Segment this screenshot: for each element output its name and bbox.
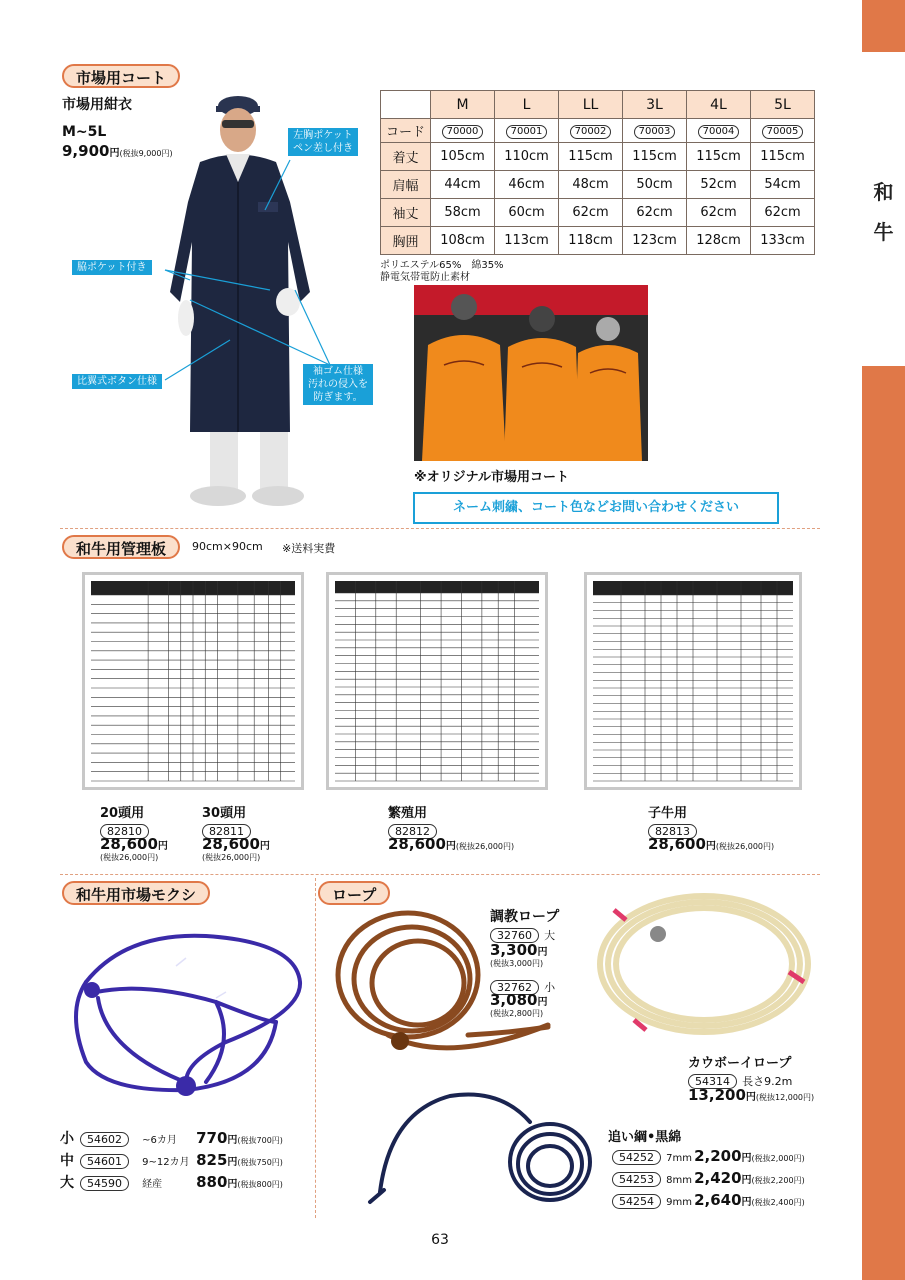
mokushi-price: 880 (196, 1173, 228, 1191)
training-rope-code: 32762 (490, 980, 539, 995)
mokushi-code: 54602 (80, 1132, 129, 1147)
boards-badge: 和牛用管理板 (62, 535, 180, 559)
table-cell: 44cm (431, 171, 495, 199)
mokushi-size: 中 (60, 1153, 74, 1169)
mokushi-code: 54601 (80, 1154, 129, 1169)
chase-rope-price: 2,640 (694, 1191, 742, 1209)
coat-price: 9,900 (62, 142, 110, 160)
chase-rope-image (360, 1082, 600, 1212)
mokushi-age: 経産 (142, 1179, 163, 1190)
cowboy-rope-length: 長さ9.2m (742, 1075, 793, 1088)
training-rope-title: 調教ロープ (490, 909, 560, 925)
table-cell: 110cm (495, 143, 559, 171)
table-cell: 115cm (751, 143, 815, 171)
divider-vertical (315, 878, 316, 1218)
board-name: 20頭用 (100, 806, 145, 821)
chase-rope-size: 9mm (666, 1197, 692, 1208)
cowboy-rope-title: カウボーイロープ (688, 1056, 792, 1071)
product-code: 70000 (442, 125, 484, 139)
chase-rope-tax: (税抜2,000円) (751, 1154, 805, 1163)
product-code: 70005 (762, 125, 804, 139)
table-row (381, 171, 815, 199)
mokushi-tax: (税抜750円) (237, 1158, 283, 1167)
training-rope-size: 大 (544, 929, 556, 942)
mokushi-yen: 円 (227, 1179, 238, 1190)
chase-rope-title: 追い綱•黒綿 (608, 1130, 682, 1145)
size-header: 4L (687, 91, 751, 119)
table-row (381, 119, 815, 143)
coat-size-table (380, 90, 815, 255)
table-cell: 128cm (687, 227, 751, 255)
cowboy-rope-image (594, 890, 816, 1040)
chase-rope-code: 54252 (612, 1150, 661, 1165)
table-cell: 62cm (559, 199, 623, 227)
list-item (612, 1168, 822, 1190)
board-price: 28,600 (202, 835, 260, 853)
chase-rope-code: 54253 (612, 1172, 661, 1187)
callout-sleeve: 袖ゴム仕様 汚れの侵入を 防ぎます。 (303, 364, 373, 405)
mokushi-price: 770 (196, 1129, 228, 1147)
board-price: 28,600 (100, 835, 158, 853)
mokushi-list (60, 1128, 310, 1194)
board-code: 82810 (100, 824, 149, 839)
training-rope-price: 3,300 (490, 941, 538, 959)
chase-rope-price: 2,420 (694, 1169, 742, 1187)
coat-tax: (税抜9,000円) (119, 149, 173, 158)
mokushi-badge: 和牛用市場モクシ (62, 881, 210, 905)
board-tax: (税抜26,000円) (455, 842, 515, 851)
product-code: 70001 (506, 125, 548, 139)
mokushi-age: 9~12カ月 (142, 1157, 190, 1168)
board-tax: (税抜26,000円) (715, 842, 775, 851)
board-yen: 円 (445, 841, 456, 852)
chase-rope-yen: 円 (741, 1197, 752, 1208)
list-item (612, 1190, 822, 1212)
size-header: M (431, 91, 495, 119)
table-cell: 60cm (495, 199, 559, 227)
board-calf (584, 572, 802, 790)
mokushi-size: 小 (60, 1131, 74, 1147)
board-size: 90cm×90cm (192, 540, 263, 553)
orange-coat-photo (414, 285, 648, 461)
board-yen: 円 (259, 841, 270, 852)
table-cell: 58cm (431, 199, 495, 227)
side-tab-top (862, 0, 905, 52)
size-header: LL (559, 91, 623, 119)
table-cell: 105cm (431, 143, 495, 171)
mokushi-yen: 円 (227, 1157, 238, 1168)
board-name: 30頭用 (202, 806, 247, 821)
chase-rope-yen: 円 (741, 1153, 752, 1164)
mokushi-code: 54590 (80, 1176, 129, 1191)
chase-rope-code: 54254 (612, 1194, 661, 1209)
chase-rope-yen: 円 (741, 1175, 752, 1186)
table-row (381, 227, 815, 255)
table-corner (381, 91, 431, 119)
table-cell: 118cm (559, 227, 623, 255)
chase-rope-size: 7mm (666, 1153, 692, 1164)
row-label: 袖丈 (381, 199, 431, 227)
mokushi-tax: (税抜700円) (237, 1136, 283, 1145)
size-header: 3L (623, 91, 687, 119)
side-char-wa: 和 (873, 180, 894, 204)
board-20head (82, 572, 304, 790)
table-row (381, 199, 815, 227)
divider (60, 528, 820, 529)
size-header: 5L (751, 91, 815, 119)
product-code: 70003 (634, 125, 676, 139)
mokushi-image (66, 922, 306, 1112)
divider (60, 874, 820, 875)
page-number: 63 (431, 1232, 449, 1248)
board-tax: (税抜26,000円) (100, 853, 159, 862)
cowboy-rope-price: 13,200 (688, 1086, 746, 1104)
side-tab-main (862, 366, 905, 1280)
table-cell: 50cm (623, 171, 687, 199)
board-tax: (税抜26,000円) (202, 853, 261, 862)
training-rope-yen: 円 (537, 947, 548, 958)
chase-rope-list (612, 1146, 822, 1212)
row-label: 胸囲 (381, 227, 431, 255)
table-cell: 62cm (623, 199, 687, 227)
cowboy-rope-tax: (税抜12,000円) (755, 1093, 815, 1102)
training-rope-size: 小 (544, 981, 556, 994)
size-header-row (381, 91, 815, 119)
list-item (60, 1150, 310, 1172)
board-shipping: ※送料実費 (282, 542, 336, 555)
mokushi-size: 大 (60, 1175, 74, 1191)
callout-chest-pocket: 左胸ポケット ペン差し付き (288, 128, 358, 156)
table-cell: 52cm (687, 171, 751, 199)
table-cell: 54cm (751, 171, 815, 199)
table-cell: 123cm (623, 227, 687, 255)
board-code: 82813 (648, 824, 697, 839)
coat-yen: 円 (109, 148, 120, 159)
board-breeding (326, 572, 548, 790)
coat-antistatic: 静電気帯電防止素材 (380, 272, 470, 283)
row-label: 着丈 (381, 143, 431, 171)
chase-rope-tax: (税抜2,200円) (751, 1176, 805, 1185)
table-row (381, 143, 815, 171)
table-cell: 46cm (495, 171, 559, 199)
board-yen: 円 (705, 841, 716, 852)
board-name: 子牛用 (648, 806, 688, 821)
board-price: 28,600 (388, 835, 446, 853)
board-grid (329, 575, 545, 787)
table-cell: 115cm (687, 143, 751, 171)
coat-sizes: M~5L (62, 124, 107, 140)
product-code: 70004 (698, 125, 740, 139)
callout-button: 比翼式ボタン仕様 (72, 374, 162, 389)
list-item (60, 1172, 310, 1194)
row-label: 肩幅 (381, 171, 431, 199)
table-cell: 115cm (623, 143, 687, 171)
table-cell: 48cm (559, 171, 623, 199)
callout-side-pocket: 脇ポケット付き (72, 260, 152, 275)
size-header: L (495, 91, 559, 119)
table-cell: 115cm (559, 143, 623, 171)
board-grid (587, 575, 799, 787)
table-cell: 62cm (687, 199, 751, 227)
board-code: 82812 (388, 824, 437, 839)
training-rope-code: 32760 (490, 928, 539, 943)
side-char-gyu: 牛 (873, 220, 894, 244)
coat-badge: 市場用コート (62, 64, 180, 88)
mokushi-yen: 円 (227, 1135, 238, 1146)
cowboy-rope-code: 54314 (688, 1074, 737, 1089)
coat-material: ポリエステル65% 綿35% (380, 260, 504, 271)
mokushi-price: 825 (196, 1151, 228, 1169)
product-code: 70002 (570, 125, 612, 139)
table-cell: 62cm (751, 199, 815, 227)
board-yen: 円 (157, 841, 168, 852)
table-cell: 108cm (431, 227, 495, 255)
chase-rope-tax: (税抜2,400円) (751, 1198, 805, 1207)
board-name: 繁殖用 (388, 806, 428, 821)
board-grid (85, 575, 301, 787)
cowboy-rope-yen: 円 (745, 1092, 756, 1103)
inquiry-box: ネーム刺繍、コート色などお問い合わせください (413, 492, 779, 524)
row-label: コード (381, 119, 431, 143)
board-code: 82811 (202, 824, 251, 839)
photo-caption: ※オリジナル市場用コート (414, 470, 569, 485)
mokushi-age: ~6カ月 (142, 1135, 177, 1146)
rope-badge: ロープ (318, 881, 390, 905)
chase-rope-size: 8mm (666, 1175, 692, 1186)
board-price: 28,600 (648, 835, 706, 853)
mokushi-tax: (税抜800円) (237, 1180, 283, 1189)
table-cell: 133cm (751, 227, 815, 255)
training-rope-price: 3,080 (490, 991, 538, 1009)
chase-rope-price: 2,200 (694, 1147, 742, 1165)
training-rope-tax: (税抜2,800円) (490, 1009, 544, 1018)
list-item (60, 1128, 310, 1150)
training-rope-tax: (税抜3,000円) (490, 959, 544, 968)
training-rope-yen: 円 (537, 997, 548, 1008)
table-cell: 113cm (495, 227, 559, 255)
coat-title: 市場用紺衣 (62, 97, 132, 113)
list-item (612, 1146, 822, 1168)
